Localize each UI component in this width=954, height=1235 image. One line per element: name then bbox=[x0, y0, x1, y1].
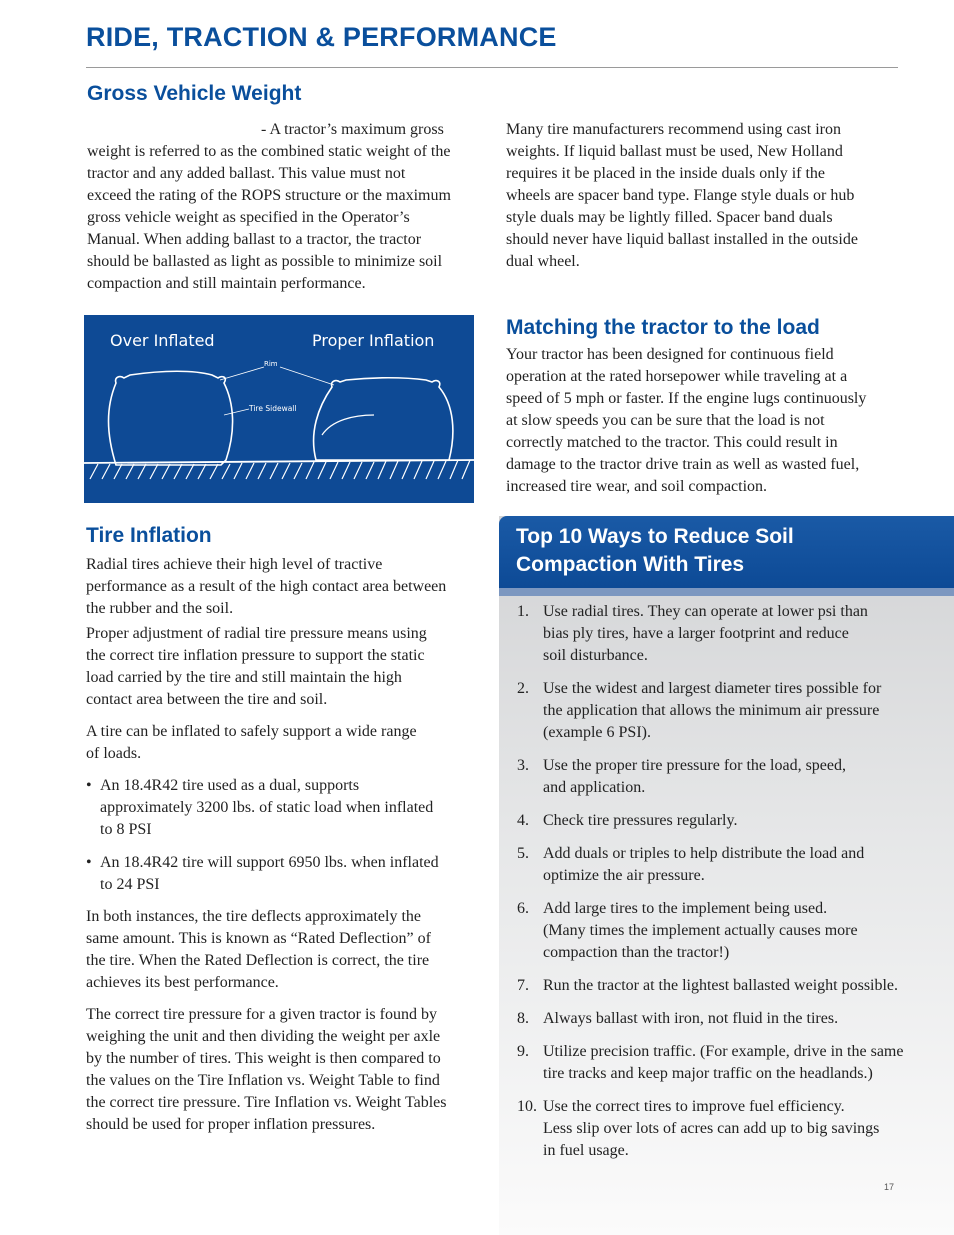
top10-item-line: in fuel usage. bbox=[543, 1142, 629, 1159]
ti-p5-line: The correct tire pressure for a given tractor is found by bbox=[86, 1006, 437, 1023]
tire-inflation-heading: Tire Inflation bbox=[86, 524, 212, 547]
top10-title-line: Compaction With Tires bbox=[516, 553, 745, 576]
top10-item-line: Use radial tires. They can operate at lower psi than bbox=[543, 603, 868, 620]
ti-p2-line: Proper adjustment of radial tire pressure means using bbox=[86, 625, 427, 642]
top10-item-line: optimize the air pressure. bbox=[543, 867, 705, 884]
gvw-line: - A tractor’s maximum gross bbox=[261, 121, 444, 138]
top10-item bbox=[517, 898, 937, 964]
top10-item bbox=[517, 755, 937, 799]
top10-item bbox=[517, 601, 937, 667]
top10-item-line: Utilize precision traffic. (For example, drive in the same bbox=[543, 1043, 904, 1060]
matching-text bbox=[506, 344, 906, 498]
top10-item-line: Use the proper tire pressure for the load, speed, bbox=[543, 757, 846, 774]
ti-p5-line: by the number of tires. This weight is then compared to bbox=[86, 1050, 441, 1067]
ti-p4-line: same amount. This is known as “Rated Deflection” of bbox=[86, 930, 431, 947]
ti-p5-line: the correct tire pressure. Tire Inflation vs. Weight Tables bbox=[86, 1094, 447, 1111]
top10-item-line: Less slip over lots of acres can add up to big savings bbox=[543, 1120, 880, 1137]
top10-item bbox=[517, 975, 937, 997]
matching-line: correctly matched to the tractor. This could result in bbox=[506, 434, 838, 451]
ti-p3-line: A tire can be inflated to safely support a wide range bbox=[86, 723, 417, 740]
page-title: RIDE, TRACTION & PERFORMANCE bbox=[86, 22, 557, 52]
ballast-text bbox=[506, 119, 906, 273]
tire-bulge-line bbox=[322, 415, 374, 435]
top10-item-line: Use the widest and largest diameter tires possible for bbox=[543, 680, 882, 697]
gvw-line: tractor and any added ballast. This value must not bbox=[87, 165, 406, 182]
top10-item-line: and application. bbox=[543, 779, 646, 796]
ti-p5-line: should be used for proper inflation pressures. bbox=[86, 1116, 376, 1133]
rim-pointer-right bbox=[280, 367, 334, 385]
top10-item bbox=[517, 1041, 937, 1085]
top10-item-number: 4. bbox=[517, 812, 529, 829]
tire-inflation-text bbox=[86, 554, 486, 1136]
ti-p4-line: achieves its best performance. bbox=[86, 974, 279, 991]
matching-heading: Matching the tractor to the load bbox=[506, 316, 820, 339]
top10-item-number: 5. bbox=[517, 845, 529, 862]
ballast-line: dual wheel. bbox=[506, 253, 580, 270]
rim-pointer-left bbox=[220, 367, 264, 380]
ballast-line: wheels are spacer band type. Flange style duals or hub bbox=[506, 187, 855, 204]
top10-header bbox=[499, 516, 954, 588]
title-rule bbox=[86, 67, 898, 68]
ti-p5-line: the values on the Tire Inflation vs. Weight Table to find bbox=[86, 1072, 440, 1089]
ti-p3-line: of loads. bbox=[86, 745, 142, 762]
top10-title bbox=[516, 523, 794, 579]
top10-item-number: 7. bbox=[517, 977, 529, 994]
top10-item-number: 2. bbox=[517, 680, 529, 697]
top10-item-line: the application that allows the minimum air pressure bbox=[543, 702, 880, 719]
over-inflated-tire bbox=[109, 371, 233, 465]
top10-item bbox=[517, 1096, 937, 1162]
figure-label-over-inflated: Over Inflated bbox=[110, 331, 215, 350]
ti-p2-line: load carried by the tire and still maintain the high bbox=[86, 669, 402, 686]
figure-label-rim: Rim bbox=[264, 360, 278, 368]
ti-p1-line: the rubber and the soil. bbox=[86, 600, 234, 617]
matching-line: speed of 5 mph or faster. If the engine lugs continuously bbox=[506, 390, 867, 407]
gvw-line: weight is referred to as the combined static weight of the bbox=[87, 143, 451, 160]
top10-title-line: Top 10 Ways to Reduce Soil bbox=[516, 525, 794, 548]
top10-item-line: compaction than the tractor!) bbox=[543, 944, 730, 961]
gvw-line: gross vehicle weight as specified in the Operator’s bbox=[87, 209, 410, 226]
top10-item-line: (Many times the implement actually causes more bbox=[543, 922, 858, 939]
ti-p1-line: Radial tires achieve their high level of tractive bbox=[86, 556, 383, 573]
page-number: 17 bbox=[884, 1182, 895, 1192]
tire-diagram bbox=[84, 315, 474, 503]
top10-item-line: Check tire pressures regularly. bbox=[543, 812, 738, 829]
ti-p2-line: contact area between the tire and soil. bbox=[86, 691, 328, 708]
top10-item-line: Use the correct tires to improve fuel efficiency. bbox=[543, 1098, 845, 1115]
matching-line: damage to the tractor drive train as well as wasted fuel, bbox=[506, 456, 860, 473]
ballast-line: should never have liquid ballast installed in the outside bbox=[506, 231, 858, 248]
gvw-line: compaction and still maintain performance. bbox=[87, 275, 366, 292]
ti-bullet-2 bbox=[86, 852, 486, 896]
top10-item-line: Add large tires to the implement being used. bbox=[543, 900, 828, 917]
gvw-line: should be ballasted as light as possible to minimize soil bbox=[87, 253, 443, 270]
matching-line: operation at the rated horsepower while traveling at a bbox=[506, 368, 848, 385]
ti-b1-line: approximately 3200 lbs. of static load when inflated bbox=[100, 799, 434, 816]
ti-bullet-1 bbox=[86, 775, 486, 841]
ti-b2-line: to 24 PSI bbox=[100, 876, 160, 893]
proper-inflation-tire bbox=[314, 378, 453, 460]
top10-item-number: 8. bbox=[517, 1010, 529, 1027]
ballast-line: Many tire manufacturers recommend using cast iron bbox=[506, 121, 841, 138]
top10-item-line: bias ply tires, have a larger footprint and reduce bbox=[543, 625, 849, 642]
ti-b1-line: to 8 PSI bbox=[100, 821, 152, 838]
top10-item-number: 1. bbox=[517, 603, 529, 620]
top10-item-number: 9. bbox=[517, 1043, 529, 1060]
top10-item bbox=[517, 678, 937, 744]
top10-item bbox=[517, 810, 937, 832]
top10-item-line: tire tracks and keep major traffic on the headlands.) bbox=[543, 1065, 873, 1082]
top10-item-number: 10. bbox=[517, 1098, 537, 1115]
top10-item-line: soil disturbance. bbox=[543, 647, 648, 664]
gvw-line: exceed the rating of the ROPS structure or the maximum bbox=[87, 187, 451, 204]
gvw-line: Manual. When adding ballast to a tractor, the tractor bbox=[87, 231, 422, 248]
ballast-line: style duals may be lightly filled. Spacer band duals bbox=[506, 209, 833, 226]
top10-list bbox=[517, 601, 937, 1173]
top10-item-number: 6. bbox=[517, 900, 529, 917]
figure-label-proper-inflation: Proper Inflation bbox=[312, 331, 435, 350]
tire-inflation-figure bbox=[84, 315, 474, 503]
matching-line: at slow speeds you can be sure that the load is not bbox=[506, 412, 825, 429]
ground-line bbox=[84, 460, 474, 463]
top10-item bbox=[517, 843, 937, 887]
top10-item-line: Run the tractor at the lightest ballasted weight possible. bbox=[543, 977, 899, 994]
top10-header-strip bbox=[499, 588, 954, 596]
gvw-text bbox=[87, 119, 482, 295]
ballast-line: weights. If liquid ballast must be used, New Holland bbox=[506, 143, 843, 160]
gvw-heading: Gross Vehicle Weight bbox=[87, 82, 302, 105]
ballast-line: requires it be placed in the inside duals only if the bbox=[506, 165, 826, 182]
figure-label-sidewall: Tire Sidewall bbox=[249, 404, 297, 413]
matching-line: Your tractor has been designed for continuous field bbox=[506, 346, 834, 363]
top10-item-number: 3. bbox=[517, 757, 529, 774]
top10-panel bbox=[499, 516, 954, 1235]
ti-p4-line: In both instances, the tire deflects approximately the bbox=[86, 908, 421, 925]
ti-b2-line: An 18.4R42 tire will support 6950 lbs. when inflated bbox=[100, 854, 439, 871]
top10-item-line: Always ballast with iron, not fluid in the tires. bbox=[543, 1010, 839, 1027]
ti-p1-line: performance as a result of the high contact area between bbox=[86, 578, 447, 595]
matching-line: increased tire wear, and soil compaction. bbox=[506, 478, 768, 495]
sidewall-pointer bbox=[224, 409, 249, 415]
ti-p2-line: the correct tire inflation pressure to support the static bbox=[86, 647, 425, 664]
top10-item bbox=[517, 1008, 937, 1030]
top10-item-line: (example 6 PSI). bbox=[543, 724, 651, 741]
ti-p4-line: the tire. When the Rated Deflection is correct, the tire bbox=[86, 952, 430, 969]
ti-b1-line: An 18.4R42 tire used as a dual, supports bbox=[100, 777, 360, 794]
ti-p5-line: weighing the unit and then dividing the weight per axle bbox=[86, 1028, 441, 1045]
top10-item-line: Add duals or triples to help distribute the load and bbox=[543, 845, 865, 862]
bullet-symbol: • bbox=[86, 854, 92, 871]
bullet-symbol: • bbox=[86, 777, 92, 794]
